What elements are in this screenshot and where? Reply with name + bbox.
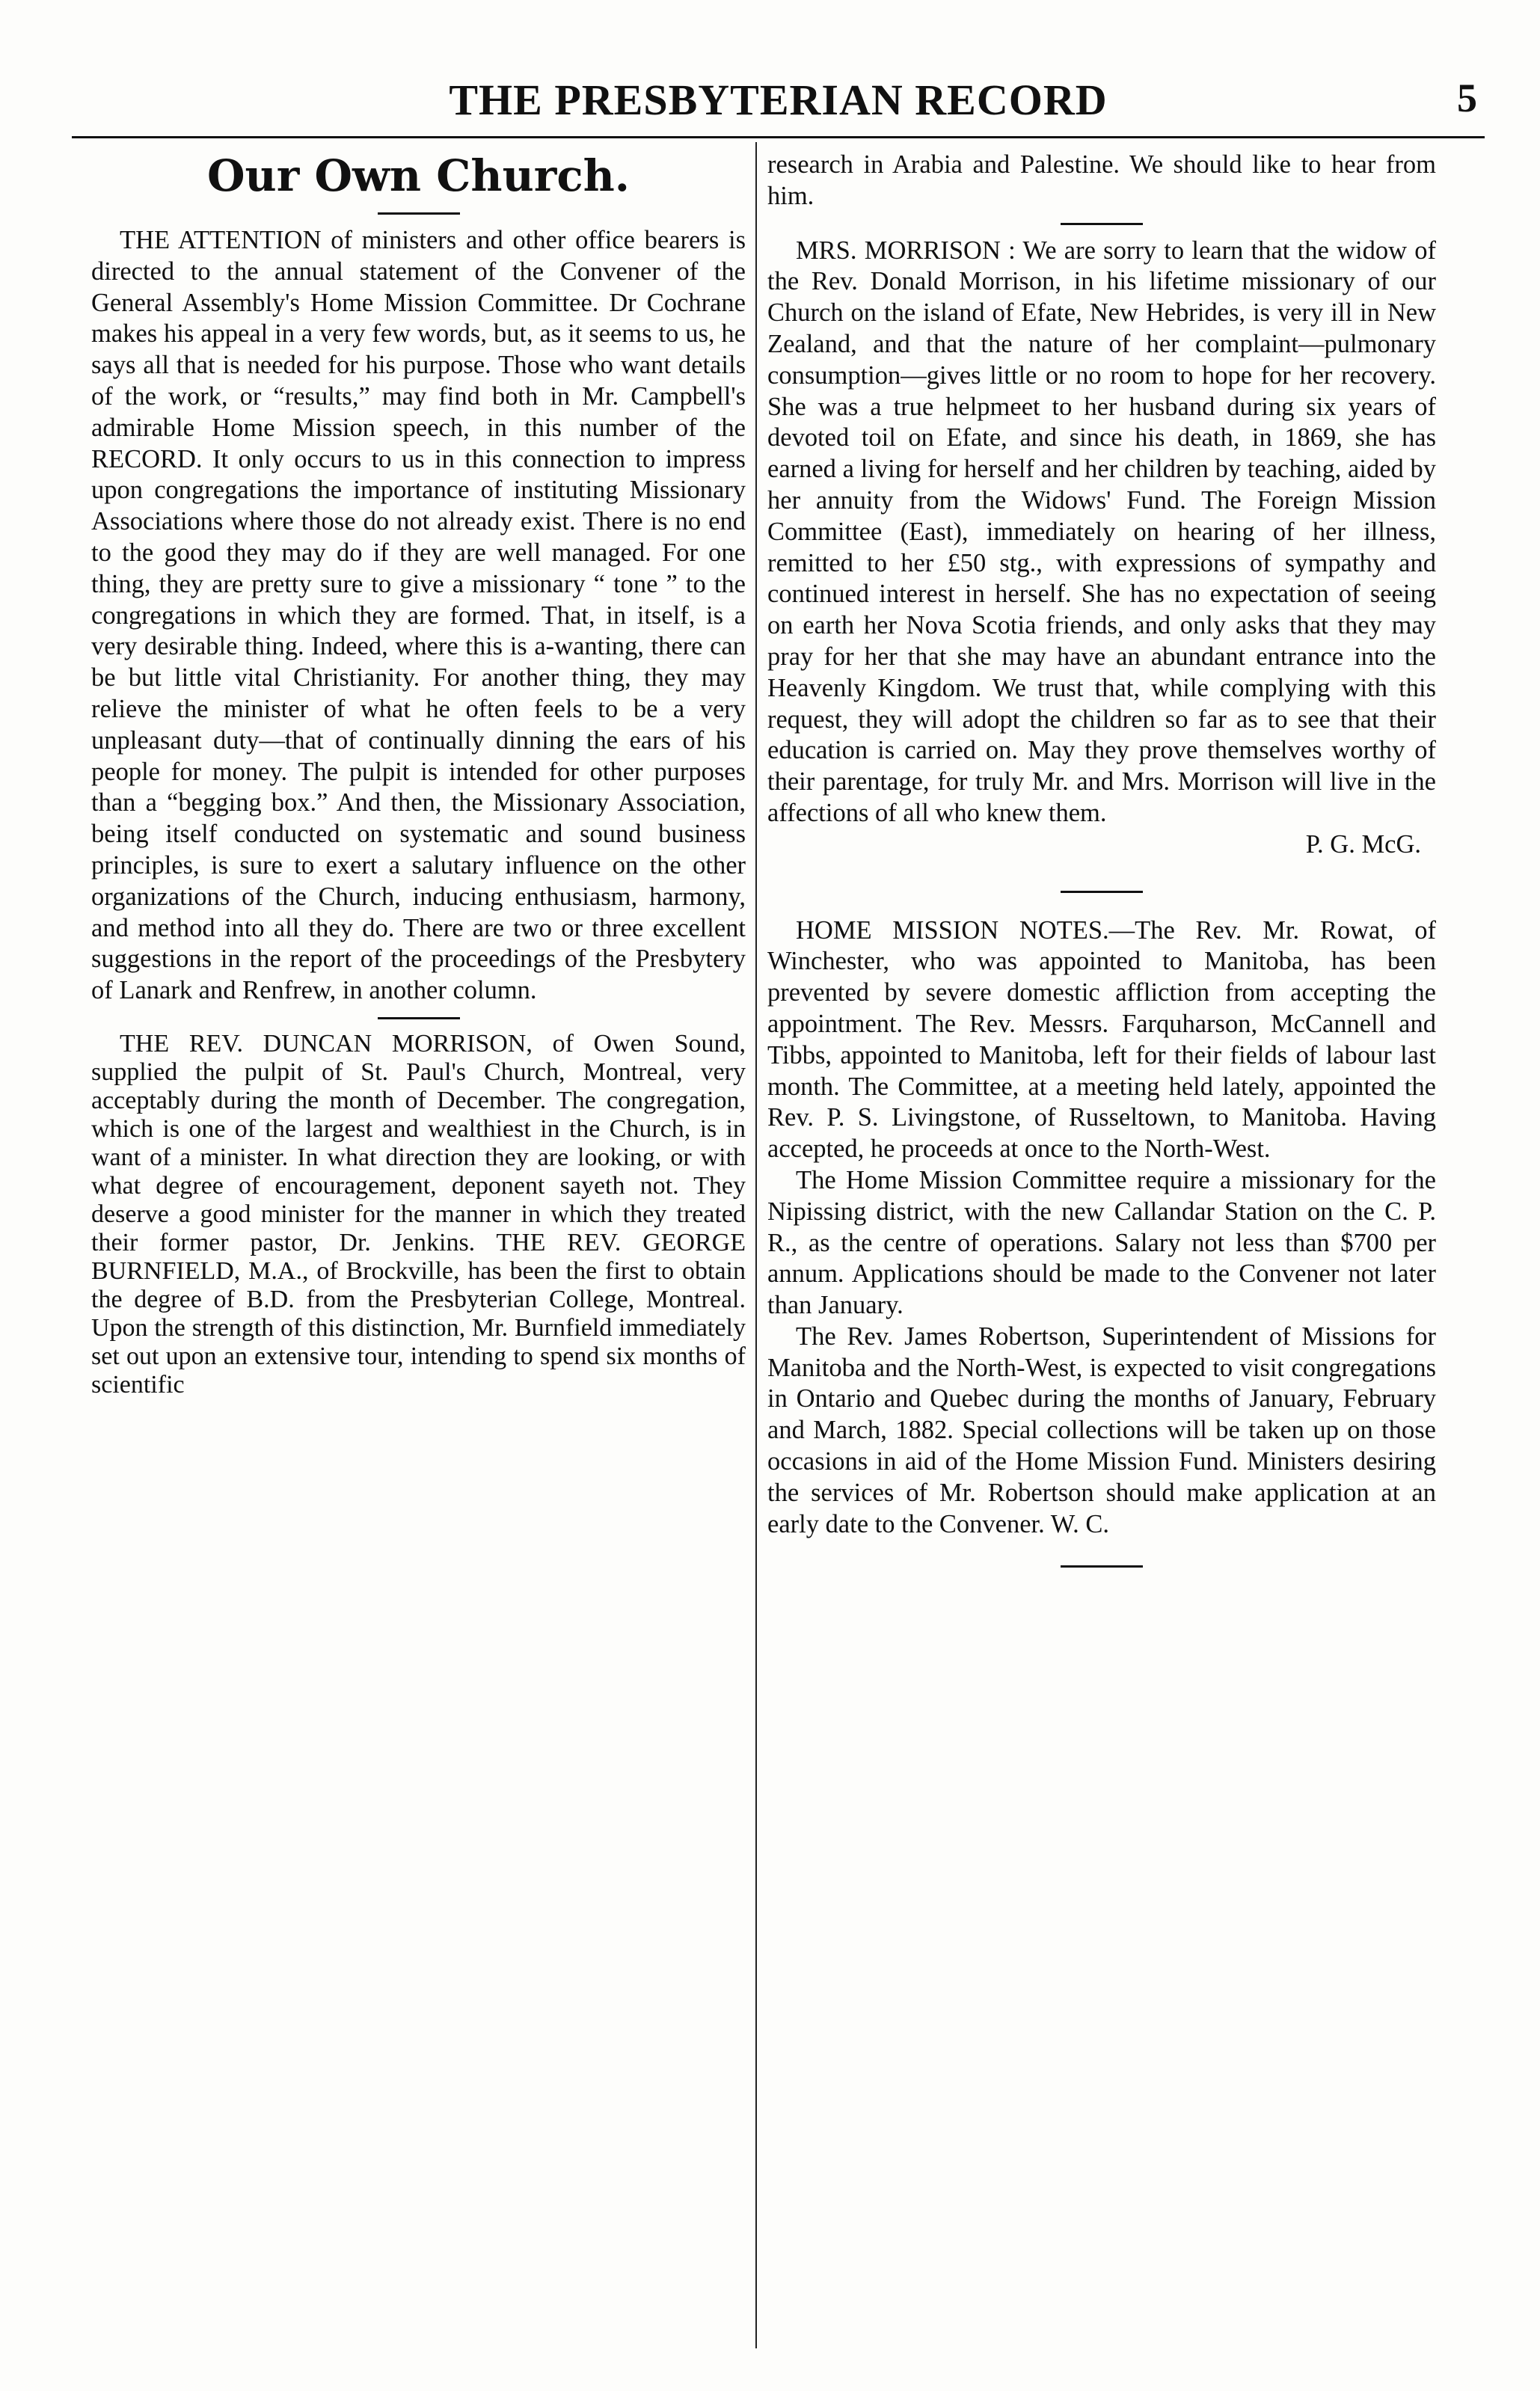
column-divider: [755, 142, 757, 2348]
home-mission-notes-paragraph: HOME MISSION NOTES.—The Rev. Mr. Rowat, of Winchester, who was appointed to Manitoba, has been prevented by severe domestic affliction from accepting the appointment. The Rev. Messrs. Farquharson, McCannell and Tibbs, appointed to Manitoba, left for their fields of labour last month. The Committee, at a meeting held lately, appointed the Rev. P. S. Livingstone, of Russeltown, to Manitoba. Having accepted, he proceeds at once to the North-West.: [767, 915, 1436, 1164]
section-rule: [378, 212, 460, 215]
mrs-morrison-paragraph: MRS. MORRISON : We are sorry to learn that the widow of the Rev. Donald Morrison, in his lifetime missionary of our Church on the island of Efate, New Hebrides, is very ill in New Zealand, and that the nature of her complaint—pulmonary consumption—gives little or no room to hope for her recovery. She was a true helpmeet to her husband during six years of devoted toil on Efate, and since his death, in 1869, she has earned a living for herself and her children by teaching, aided by her annuity from the Widows' Fund. The Foreign Mission Committee (East), immediately on hearing of her illness, remitted to her £50 stg., with expressions of sympathy and continued interest in herself. She has no expectation of seeing on earth her Nova Scotia friends, and only asks that they may pray for her that she may have an abundant entrance into the Heavenly Kingdom. We trust that, while complying with this request, they will adopt the children so far as to see that their education is carried on. May they prove themselves worthy of their parentage, for truly Mr. and Mrs. Morrison will live in the affections of all who knew them.: [767, 236, 1436, 827]
page-number: 5: [1457, 76, 1477, 120]
article-rule: [1061, 223, 1143, 225]
left-column: [91, 150, 746, 1399]
publication-title: THE PRESBYTERIAN RECORD: [449, 76, 1108, 124]
right-column: [767, 150, 1436, 1578]
page-header: [72, 69, 1485, 138]
continued-paragraph: research in Arabia and Palestine. We should like to hear from him.: [767, 150, 1436, 210]
robertson-paragraph: The Rev. James Robertson, Superintendent of Missions for Manitoba and the North-West, is expected to visit congregations in Ontario and Quebec during the months of January, February and March, 1882. Special collections will be taken up on those occasions in aid of the Home Mission Fund. Ministers desiring the services of Mr. Robertson should make application at an early date to the Convener. W. C.: [767, 1322, 1436, 1538]
nipissing-paragraph: The Home Mission Committee require a missionary for the Nipissing district, with the new Callandar Station on the C. P. R., as the centre of operations. Salary not less than $700 per annum. Applications should be made to the Convener not later than January.: [767, 1165, 1436, 1320]
article-rule: [1061, 891, 1143, 893]
attention-paragraph: THE ATTENTION of ministers and other office bearers is directed to the annual statement of the Convener of the General Assembly's Home Mission Committee. Dr Cochrane makes his appeal in a very few words, but, as it seems to us, he says all that is needed for his purpose. Those who want details of the work, or “results,” may find both in Mr. Campbell's admirable Home Mission speech, in this number of the RECORD. It only occurs to us in this connection to impress upon congregations the importance of instituting Missionary Associations where those do not already exist. There is no end to the good they may do if they are well managed. For one thing, they are pretty sure to give a missionary “ tone ” to the congregations in which they are formed. That, in itself, is a very desirable thing. Indeed, where this is a-wanting, there can be but little vital Christianity. For another thing, they may relieve the minister of what he often feels to be a very unpleasant duty—that of continually dinning the ears of his people for money. The pulpit is intended for other purposes than a “begging box.” And then, the Missionary Association, being itself conducted on systematic and sound business principles, is sure to exert a salutary influence on the other organizations of the Church, inducing enthusiasm, harmony, and method into all they do. There are two or three excellent suggestions in the report of the proceedings of the Presbytery of Lanark and Renfrew, in another column.: [91, 226, 746, 1005]
end-rule: [1061, 1565, 1143, 1568]
duncan-morrison-paragraph: THE REV. DUNCAN MORRISON, of Owen Sound, supplied the pulpit of St. Paul's Church, Montreal, very acceptably during the month of December. The congregation, which is one of the largest and wealthiest in the Church, is in want of a minister. In what direction they are looking, or with what degree of encouragement, deponent sayeth not. They deserve a good minister for the manner in which they treated their former pastor, Dr. Jenkins. THE REV. GEORGE BURNFIELD, M.A., of Brockville, has been the first to obtain the degree of B.D. from the Presbyterian College, Montreal. Upon the strength of this distinction, Mr. Burnfield immediately set out upon an extensive tour, intending to spend six months of scientific: [91, 1029, 746, 1399]
article-rule: [378, 1017, 460, 1019]
signature: P. G. McG.: [1305, 829, 1421, 859]
section-title: Our Own Church.: [207, 150, 630, 201]
